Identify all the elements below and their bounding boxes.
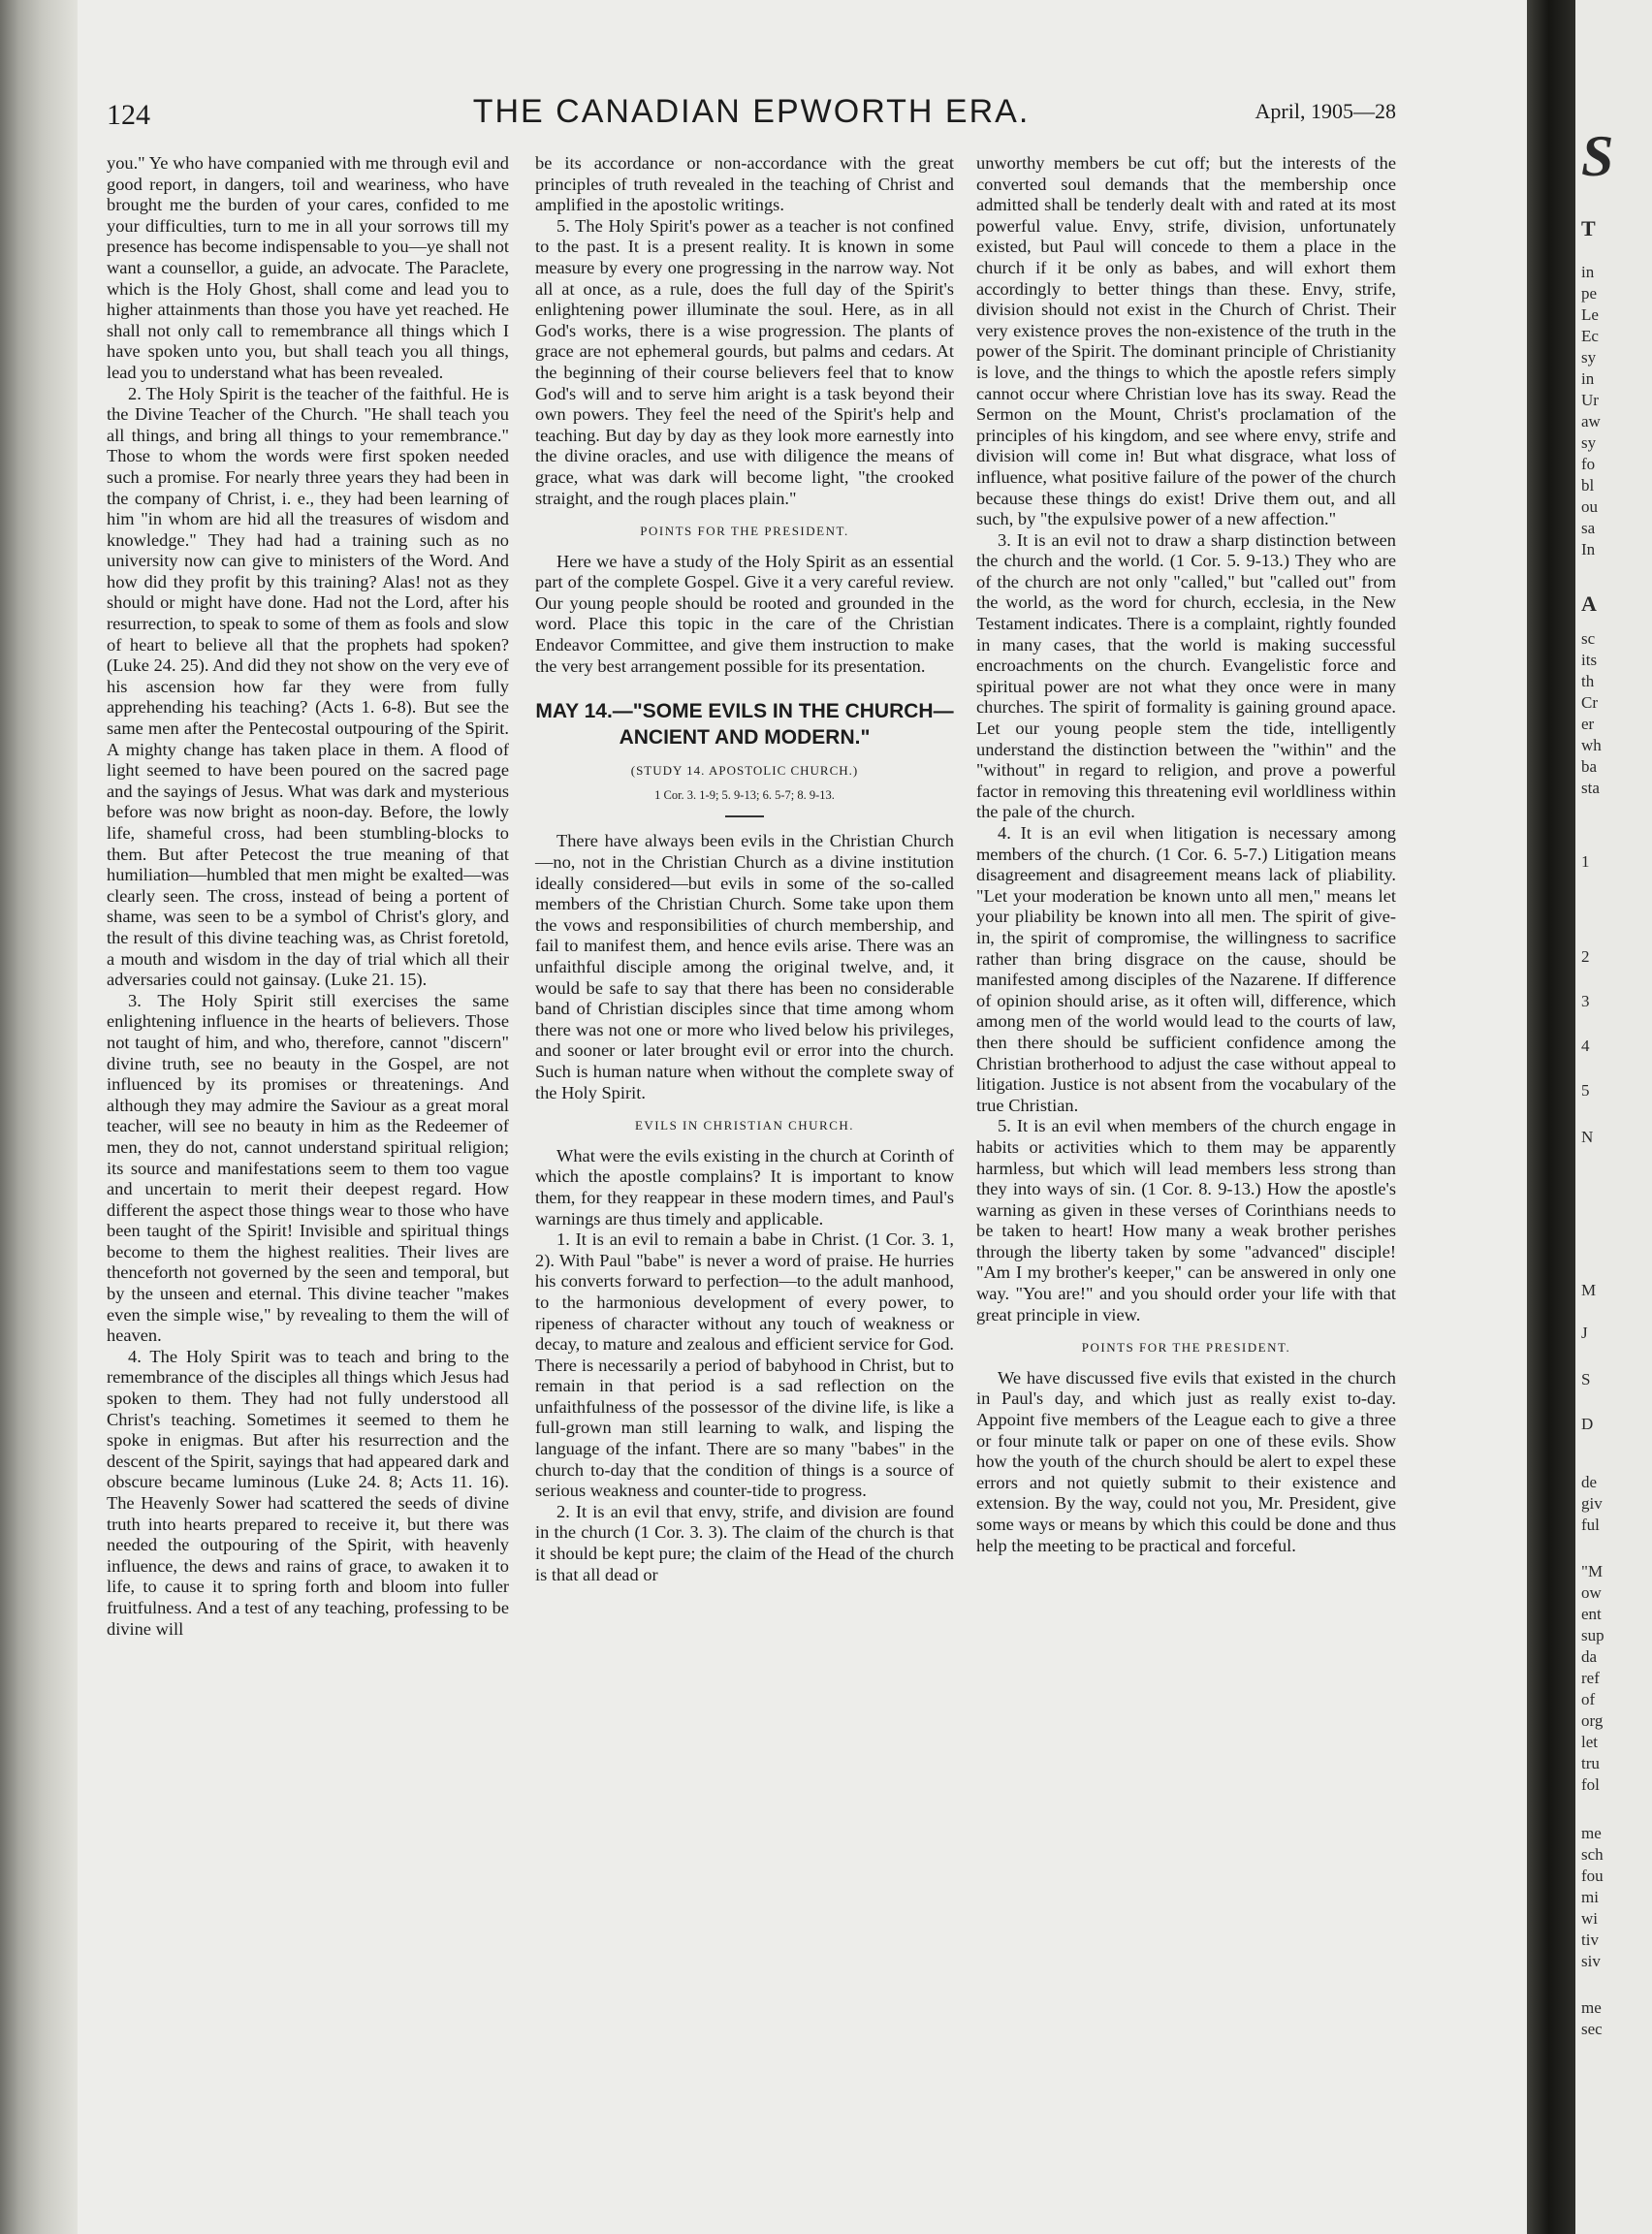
paragraph: 5. It is an evil when members of the church engage in habits or activities which to them may be apparently harmless, but which will lead members less strong than they into ways of sin. (1 Cor. 8. 9-13.) How the apostle's warning as given in these verses of Corinthians needs to be taken to heart! How many a weak brother perishes through the liberty taken by some "advanced" disciple! "Am I my brother's keeper," can be answered in only one way. "You are!" and you should order your life with that great principle in view.: [976, 1116, 1396, 1324]
adjacent-page-fragment: of: [1581, 1690, 1596, 1708]
paragraph: What were the evils existing in the church at Corinth of which the apostle complains? It is important to know them, for they reappear in these modern times, and Paul's warnings are thus timely and applicable.: [535, 1145, 954, 1229]
adjacent-page-fragment: wh: [1581, 736, 1602, 754]
paragraph: be its accordance or non-accordance with the great principles of truth revealed in the teaching of Christ and amplified in the apostolic writings.: [535, 153, 954, 215]
adjacent-page-fragment: let: [1581, 1733, 1598, 1751]
journal-title: THE CANADIAN EPWORTH ERA.: [472, 93, 1031, 130]
paragraph: 2. The Holy Spirit is the teacher of the faithful. He is the Divine Teacher of the Church. "He shall teach you all things, and bring all things to your remembrance." Those to whom the words were first spoken needed such a promise. For nearly three years they had been in the company of Christ, i. e., they had been learning of him "in whom are hid all the treasures of wisdom and knowledge." They had had a training such as no university now can give to ministers of the Word. And how did they profit by this training? Alas! not as they should or might have done. Had not the Lord, after his resurrection, to speak to some of them as fools and slow of heart to believe all that the prophets had spoken? (Luke 24. 25). And did they not show on the very eve of his ascension how far they were from fully apprehending his teaching? (Acts 1. 6-8). But see the same men after the Pentecostal outpouring of the Spirit. A mighty change has taken place in them. A flood of light seemed to have been poured on the sacred page and the sayings of Jesus. What was dark and mysterious before was now bright as noon-day. Before, the lowly life, shameful cross, had been stumbling-blocks to them. But after Petecost the true meaning of that humiliation—humbled that men might be exalted—was clearly seen. The cross, instead of being a portent of shame, was seen to be a symbol of Christ's glory, and the result of this divine teaching was, as Christ foretold, a mouth and wisdom in the day of trial which all their adversaries could not gainsay. (Luke 21. 15).: [107, 383, 509, 990]
adjacent-page-fragment: A: [1581, 591, 1597, 616]
adjacent-page-fragment: ful: [1581, 1516, 1600, 1534]
adjacent-page-fragment: fo: [1581, 455, 1596, 473]
adjacent-page-fragment: tiv: [1581, 1931, 1599, 1949]
adjacent-page-fragment: bl: [1581, 476, 1595, 495]
adjacent-page-fragment: me: [1581, 1824, 1602, 1842]
adjacent-page-fragment: T: [1581, 216, 1596, 240]
adjacent-page-fragment: fol: [1581, 1775, 1600, 1794]
section-heading: POINTS FOR THE PRESIDENT.: [1081, 1340, 1291, 1356]
adjacent-page-fragment: Ur: [1581, 391, 1599, 409]
adjacent-page-fragment: N: [1581, 1128, 1594, 1146]
adjacent-page-fragment: 1: [1581, 852, 1590, 871]
adjacent-page-fragment: its: [1581, 651, 1598, 669]
adjacent-page-fragment: sy: [1581, 348, 1597, 367]
adjacent-page-fragment: de: [1581, 1473, 1598, 1491]
adjacent-page-fragment: ent: [1581, 1605, 1602, 1623]
adjacent-page-fragment: ref: [1581, 1669, 1600, 1687]
paragraph: 4. It is an evil when litigation is necessary among members of the church. (1 Cor. 6. 5-7.) Litigation means disagreement and disagreement means lack of pliability. "Let your moderation be known unto all men," means let your pliability be known into all men. The spirit of give-in, the spirit of compromise, the willingness to sacrifice rather than bring disgrace on the cause, should be manifested among disciples of the Nazarene. If difference of opinion should arise, as it often will, difference, which among men of the world would lead to the courts of law, then there should be sufficient confidence among the Christian brotherhood to adjust the case without appeal to litigation. Justice is not absent from the vocabulary of the true Christian.: [976, 823, 1396, 1115]
paragraph: 3. The Holy Spirit still exercises the same enlightening influence in the hearts of believers. Those not taught of him, and who, therefore, cannot "discern" divine truth, see no beauty in the Gospel, are not influenced by its promises or threatenings. And although they may admire the Saviour as a great moral teacher, will see no beauty in him as the Redeemer of men, they do not, cannot understand spiritual religion; its source and manifestations seem to them too vague and uncertain to merit their deepest regard. How different the aspect those things wear to those who have been taught of the Spirit! Invisible and spiritual things become to them the highest realities. Their lives are thenceforth not governed by the seen and temporal, but by the unseen and eternal. This divine teacher "makes even the simple wise," by revealing to them the will of heaven.: [107, 990, 509, 1346]
column-2: [535, 153, 954, 2092]
adjacent-page-fragment: me: [1581, 1998, 1602, 2017]
adjacent-page-fragment: S: [1581, 1370, 1591, 1388]
column-1: [107, 153, 509, 2092]
section-heading: POINTS FOR THE PRESIDENT.: [640, 524, 849, 539]
adjacent-page-fragment: D: [1581, 1415, 1594, 1433]
adjacent-page-fragment: giv: [1581, 1494, 1603, 1513]
paragraph: 5. The Holy Spirit's power as a teacher is not confined to the past. It is a present reality. It is known in some measure by every one progressing in the narrow way. Not all at once, as a rule, does the full day of the Spirit's enlightening power illuminate the soul. Here, as in all God's works, there is a wise progression. The plants of grace are not ephemeral gourds, but palms and cedars. At the beginning of their course believers feel that to know God's will and to serve him aright is a task beyond their own powers. They feel the need of the Spirit's help and teaching. But day by day as they look more earnestly into the divine oracles, and use with diligence the means of grace, what was dark will become light, "the crooked straight, and the rough places plain.": [535, 215, 954, 508]
section-heading: EVILS IN CHRISTIAN CHURCH.: [634, 1118, 855, 1133]
adjacent-page-fragment: 4: [1581, 1037, 1590, 1055]
study-reference: (STUDY 14. APOSTOLIC CHURCH.): [630, 763, 859, 779]
adjacent-page-fragment: ou: [1581, 497, 1598, 516]
adjacent-page-fragment: sta: [1581, 779, 1600, 797]
adjacent-page-fragment: fou: [1581, 1867, 1604, 1885]
paragraph: We have discussed five evils that existed in the church in Paul's day, and which just as really exist to-day. Appoint five members of the League each to give a three or four minute talk or paper on one of these evils. Show how the youth of the church should be alert to expel these errors and not quietly submit to their existence and extension. By the way, could not you, Mr. President, give some ways or means by which this could be done and thus help the meeting to be practical and forceful.: [976, 1367, 1396, 1555]
paragraph: 1. It is an evil to remain a babe in Christ. (1 Cor. 3. 1, 2). With Paul "babe" is never a word of praise. He hurries his converts forward to perfection—to the adult manhood, to the harmonious development of every power, to ripeness of character without any touch of weakness or decay, to mature and zealous and efficient service for God. There is necessarily a period of babyhood in Christ, but to remain in that period is a sad reflection on the unfaithfulness of the possessor of the divine life, is like a full-grown man still learning to walk, and lisping the language of the infant. There are so many "babes" in the church to-day that the condition of things is a source of serious weakness and counter-tide to progress.: [535, 1229, 954, 1501]
paragraph: 3. It is an evil not to draw a sharp distinction between the church and the world. (1 Cor. 5. 9-13.) They who are of the church are not only "called," but "called out" from the world, as the word for church, ecclesia, in the New Testament indicates. There is a complaint, rightly founded in many cases, that the world is making successful encroachments on the church. Evangelistic force and spiritual power are not what they once were in many churches. The spirit of formality is gaining ground apace. Let our young people stem the tide, intelligently understand the distinction between the "within" and the "without" in regard to religion, and prove a powerful factor in removing this threatening evil worldliness within the pale of the church.: [976, 529, 1396, 822]
adjacent-page-fragment: Le: [1581, 305, 1599, 324]
adjacent-page-fragment: S: [1581, 124, 1614, 188]
paragraph: you." Ye who have companied with me through evil and good report, in dangers, toil and weariness, who have brought me the burden of your cares, confided to me your difficulties, turn to me in all your sorrows till my presence has become indispensable to you—ye shall not want a counsellor, a guide, an advocate. The Paraclete, which is the Holy Ghost, shall come and lead you to higher attainments than those you have yet reached. He shall not only call to remembrance all things which I have spoken unto you, but shall teach you all things, lead you to understand what has been revealed.: [107, 153, 509, 382]
adjacent-page-fragment: In: [1581, 540, 1596, 558]
adjacent-page-fragment: sc: [1581, 629, 1596, 648]
adjacent-page-fragment: in: [1581, 263, 1595, 281]
adjacent-page-fragment: siv: [1581, 1952, 1601, 1970]
adjacent-page-fragment: pe: [1581, 284, 1598, 303]
adjacent-page-fragment: Cr: [1581, 693, 1598, 712]
adjacent-page-fragment: wi: [1581, 1909, 1598, 1928]
scripture-references: 1 Cor. 3. 1-9; 5. 9-13; 6. 5-7; 8. 9-13.: [654, 787, 835, 802]
page-number: 124: [107, 99, 150, 131]
adjacent-page-fragment: ba: [1581, 757, 1598, 776]
paragraph: 4. The Holy Spirit was to teach and bring to the remembrance of the disciples all things which Jesus had spoken to them. They had not fully understood all Christ's teaching. Sometimes it seemed to them he spoke in enigmas. But after his resurrection and the descent of the Spirit, sayings that had appeared dark and obscure became luminous (Luke 24. 8; Acts 11. 16). The Heavenly Sower had scattered the seeds of divine truth into hearts prepared to receive it, but there was needed the outpouring of the Spirit, with heavenly influence, the dews and rains of grace, to awaken it to life, to cause it to spring forth and bloom into fuller fruitfulness. And a test of any teaching, professing to be divine will: [107, 1346, 509, 1639]
adjacent-page-fragment: J: [1581, 1324, 1588, 1342]
paragraph: Here we have a study of the Holy Spirit as an essential part of the complete Gospel. Give it a very careful review. Our young people should be rooted and grounded in the word. Place this topic in the care of the Christian Endeavor Committee, and give them instruction to make the very best arrangement possible for its presentation.: [535, 551, 954, 676]
adjacent-page-fragment: sup: [1581, 1626, 1604, 1644]
adjacent-page-fragment: th: [1581, 672, 1595, 690]
paragraph: unworthy members be cut off; but the interests of the converted soul demands that the membership once admitted shall be tenderly dealt with and rated at its most powerful value. Envy, strife, division, unfortunately existed, but Paul will concede to them a place in the church if it be only as babes, and will exhort them accordingly to better things than these. Envy, strife, division should not exist in the Church of Christ. Their very existence proves the non-existence of the truth in the power of the Spirit. The dominant principle of Christianity is love, and the things to which the apostle refers simply cannot occur where Christian love has its sway. Read the Sermon on the Mount, Christ's proclamation of the principles of his kingdom, and see where envy, strife and division will come in! But what disgrace, what loss of influence, what positive failure of the power of the church because these things do exist! Drive them out, and all such, by "the expulsive power of a new affection.": [976, 153, 1396, 529]
lesson-title: MAY 14.—"SOME EVILS IN THE CHURCH—ANCIENT AND MODERN.": [535, 700, 954, 750]
adjacent-page-fragment: er: [1581, 715, 1595, 733]
adjacent-page-fragment: in: [1581, 369, 1595, 388]
page-header: [107, 87, 1396, 136]
adjacent-page-fragment: aw: [1581, 412, 1601, 431]
adjacent-page-fragment: sch: [1581, 1845, 1604, 1864]
adjacent-page-fragment: sec: [1581, 2020, 1603, 2038]
adjacent-page-fragment: tru: [1581, 1754, 1600, 1772]
adjacent-page-fragment: org: [1581, 1711, 1604, 1730]
paragraph: 2. It is an evil that envy, strife, and division are found in the church (1 Cor. 3. 3). The claim of the church is that it should be kept pure; the claim of the Head of the church is that all dead or: [535, 1501, 954, 1584]
adjacent-page-fragment: mi: [1581, 1888, 1599, 1906]
adjacent-page-fragment: ow: [1581, 1583, 1602, 1602]
adjacent-page-fragment: "M: [1581, 1562, 1604, 1580]
adjacent-page-fragment: sa: [1581, 519, 1596, 537]
column-3: [976, 153, 1396, 2092]
book-gutter: [0, 0, 78, 2234]
issue-date: April, 1905—28: [1255, 99, 1396, 123]
adjacent-page-fragment: 5: [1581, 1081, 1590, 1100]
paragraph: There have always been evils in the Christian Church—no, not in the Christian Church as a divine institution ideally considered—but evils in some of the so-called members of the Christian Church. Some take upon them the vows and responsibilities of church membership, and fail to manifest them, and hence evils arise. There was an unfaithful disciple among the original twelve, and, it would be safe to say that there has been no considerable band of Christian disciples since that time among whom there was not one or more who lived below his privileges, and sooner or later brought evil or error into the church. Such is human nature when without the complete sway of the Holy Spirit.: [535, 831, 954, 1102]
adjacent-page-fragment: 3: [1581, 992, 1590, 1010]
adjacent-page-fragment: Ec: [1581, 327, 1599, 345]
adjacent-page-fragment: M: [1581, 1281, 1597, 1299]
book-spine: [1527, 0, 1575, 2234]
adjacent-page-fragment: sy: [1581, 433, 1597, 452]
divider-rule: [725, 815, 764, 817]
adjacent-page-edge: [1575, 0, 1652, 2234]
adjacent-page-fragment: 2: [1581, 947, 1590, 966]
adjacent-page-fragment: da: [1581, 1647, 1598, 1666]
